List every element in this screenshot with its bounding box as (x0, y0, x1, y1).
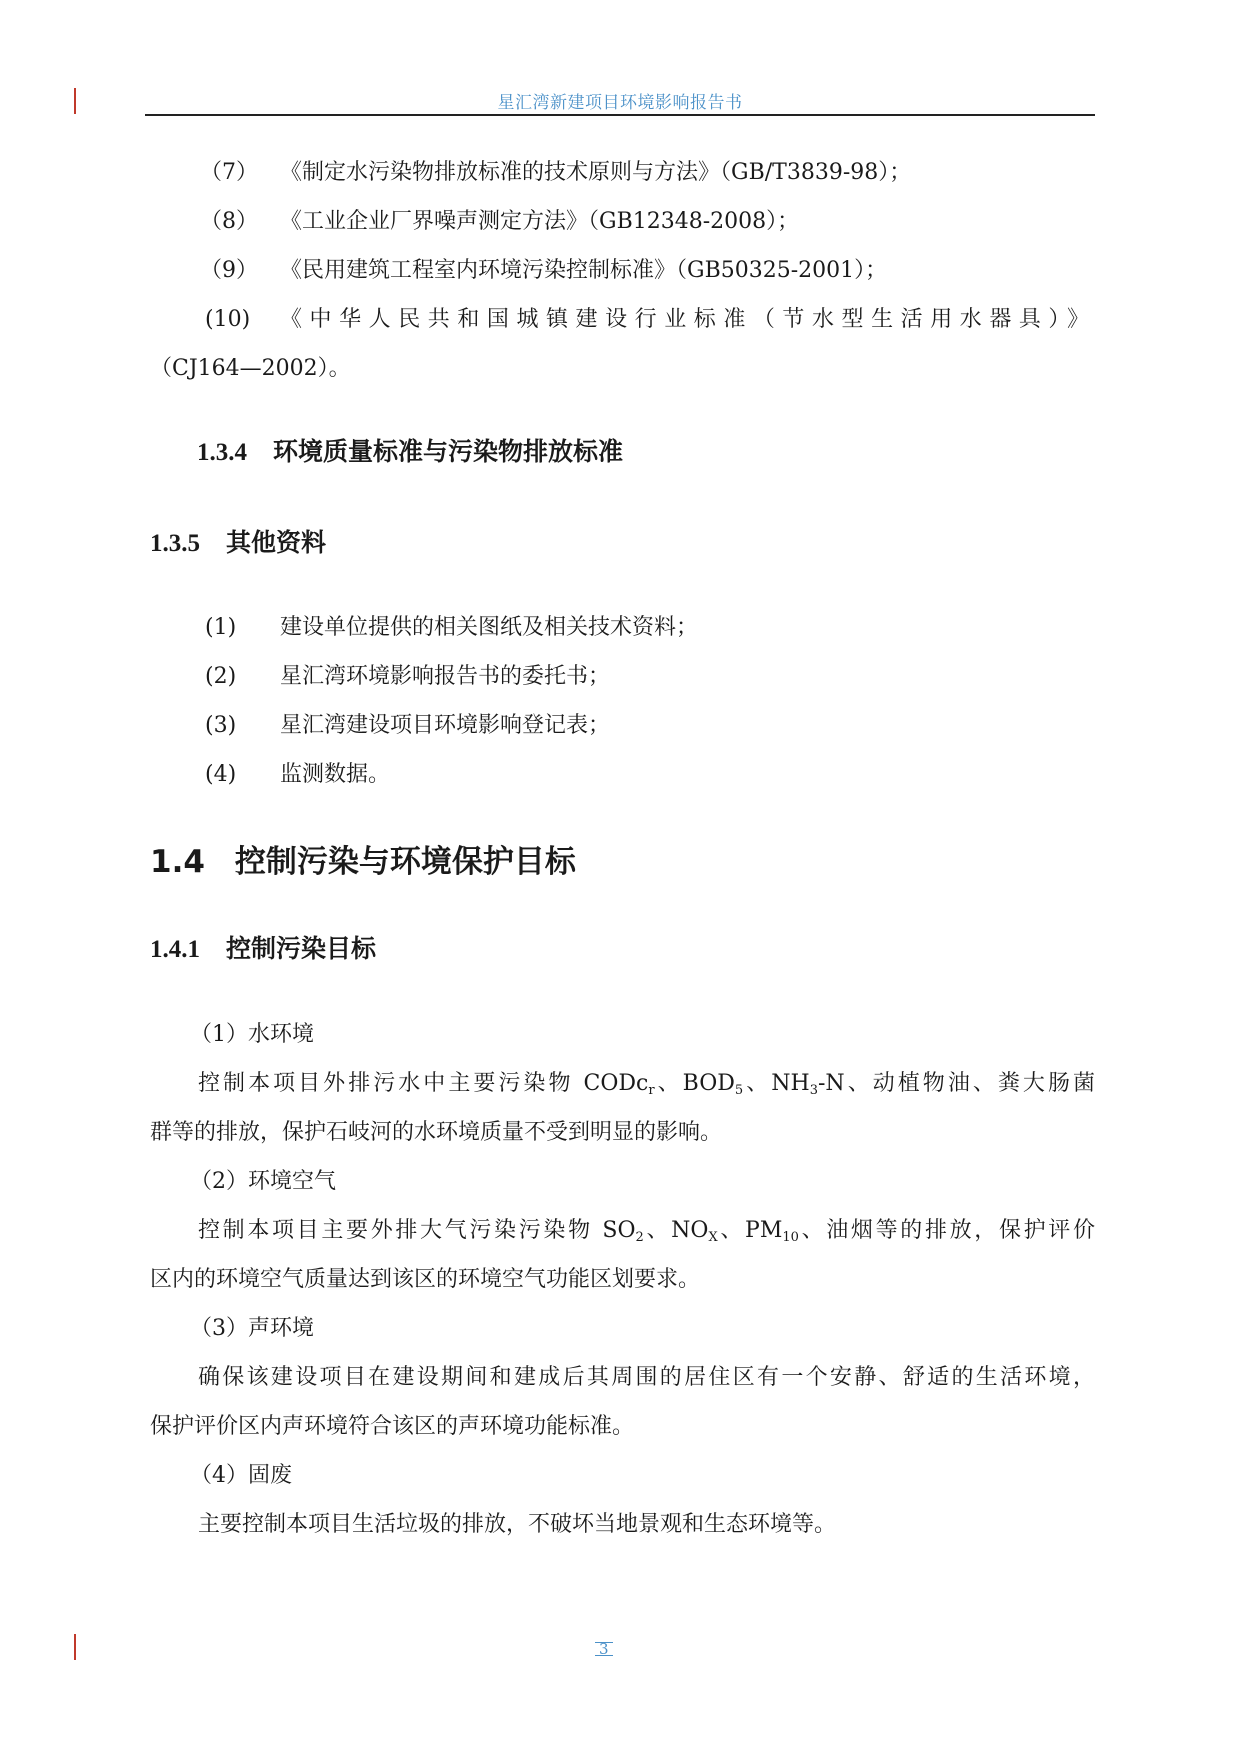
running-header: 星汇湾新建项目环境影响报告书 (497, 93, 743, 113)
subsection-label: （4）固废 (190, 1463, 292, 1488)
chapter-title: 控制污染与环境保护目标 (234, 844, 576, 880)
section-title: 控制污染目标 (226, 934, 377, 963)
paragraph-line: 区内的环境空气质量达到该区的环境空气功能区划要求。 (150, 1267, 701, 1292)
paragraph-line (198, 1216, 1095, 1253)
paragraph-line: 群等的排放，保护石岐河的水环境质量不受到明显的影响。 (150, 1120, 723, 1145)
section-title: 其他资料 (226, 528, 327, 557)
ref-text: 《民用建筑工程室内环境污染控制标准》（GB50325-2001）； (280, 258, 888, 283)
list-num: (3) (205, 713, 237, 738)
text-run: 、BOD (654, 1071, 735, 1096)
page-number: 3 (595, 1642, 613, 1656)
section-heading (150, 527, 326, 560)
crop-mark-bottom (74, 1634, 76, 1660)
subscript: r (648, 1083, 655, 1098)
subscript: X (708, 1230, 718, 1245)
section-heading (197, 436, 623, 469)
list-item: 建设单位提供的相关图纸及相关技术资料； (280, 615, 699, 640)
crop-mark-top (74, 88, 76, 114)
chapter-heading (150, 842, 576, 882)
subsection-label: （2）环境空气 (190, 1169, 336, 1194)
section-number: 1.3.5 (150, 530, 200, 557)
section-number: 1.4.1 (150, 936, 200, 963)
subsection-label: （3）声环境 (190, 1316, 314, 1341)
ref-num: （9） (200, 258, 258, 283)
subsection-label: （1）水环境 (190, 1022, 314, 1047)
paragraph-line: 保护评价区内声环境符合该区的声环境功能标准。 (150, 1414, 635, 1439)
subscript: 5 (734, 1083, 744, 1098)
section-heading (150, 933, 376, 966)
list-num: (4) (205, 762, 237, 787)
list-item: 星汇湾建设项目环境影响登记表； (280, 713, 611, 738)
text-run: 控制本项目主要外排大气污染污染物 SO (198, 1218, 636, 1243)
text-run: 控制本项目外排污水中主要污染物 CODc (198, 1071, 649, 1096)
subscript: 10 (782, 1230, 799, 1245)
ref-text (280, 305, 1095, 335)
text-run: 、油烟等的排放，保护评价 (798, 1218, 1095, 1243)
ref-num: (10) (205, 307, 251, 332)
text-run: -N、动植物油、粪大肠菌 (817, 1071, 1096, 1096)
paragraph-line (198, 1069, 1095, 1106)
subscript: 2 (635, 1230, 644, 1245)
list-item: 星汇湾环境影响报告书的委托书； (280, 664, 611, 689)
list-item: 监测数据。 (280, 762, 391, 787)
section-number: 1.3.4 (197, 439, 247, 466)
ref-text: 《工业企业厂界噪声测定方法》（GB12348-2008）； (280, 209, 800, 234)
list-num: (1) (205, 615, 237, 640)
section-title: 环境质量标准与污染物排放标准 (273, 437, 624, 466)
subscript: 3 (809, 1083, 818, 1098)
list-num: (2) (205, 664, 237, 689)
header-rule (145, 114, 1095, 116)
ref-text-cont: （CJ164—2002）。 (150, 356, 351, 381)
ref-num: （8） (200, 209, 258, 234)
chapter-number: 1.4 (150, 844, 205, 880)
text-run: 、PM (717, 1218, 783, 1243)
text-run: 、NO (643, 1218, 709, 1243)
ref-text-spaced: 《中华人民共和国城镇建设行业标准（节水型生活用水器具）》 (280, 307, 1095, 332)
ref-num: （7） (200, 160, 258, 185)
text-run: 、NH (743, 1071, 810, 1096)
ref-text: 《制定水污染物排放标准的技术原则与方法》（GB/T3839-98）； (280, 160, 912, 185)
paragraph-line: 主要控制本项目生活垃圾的排放，不破坏当地景观和生态环境等。 (198, 1512, 837, 1537)
paragraph-line: 确保该建设项目在建设期间和建成后其周围的居住区有一个安静、舒适的生活环境， (198, 1365, 1095, 1390)
